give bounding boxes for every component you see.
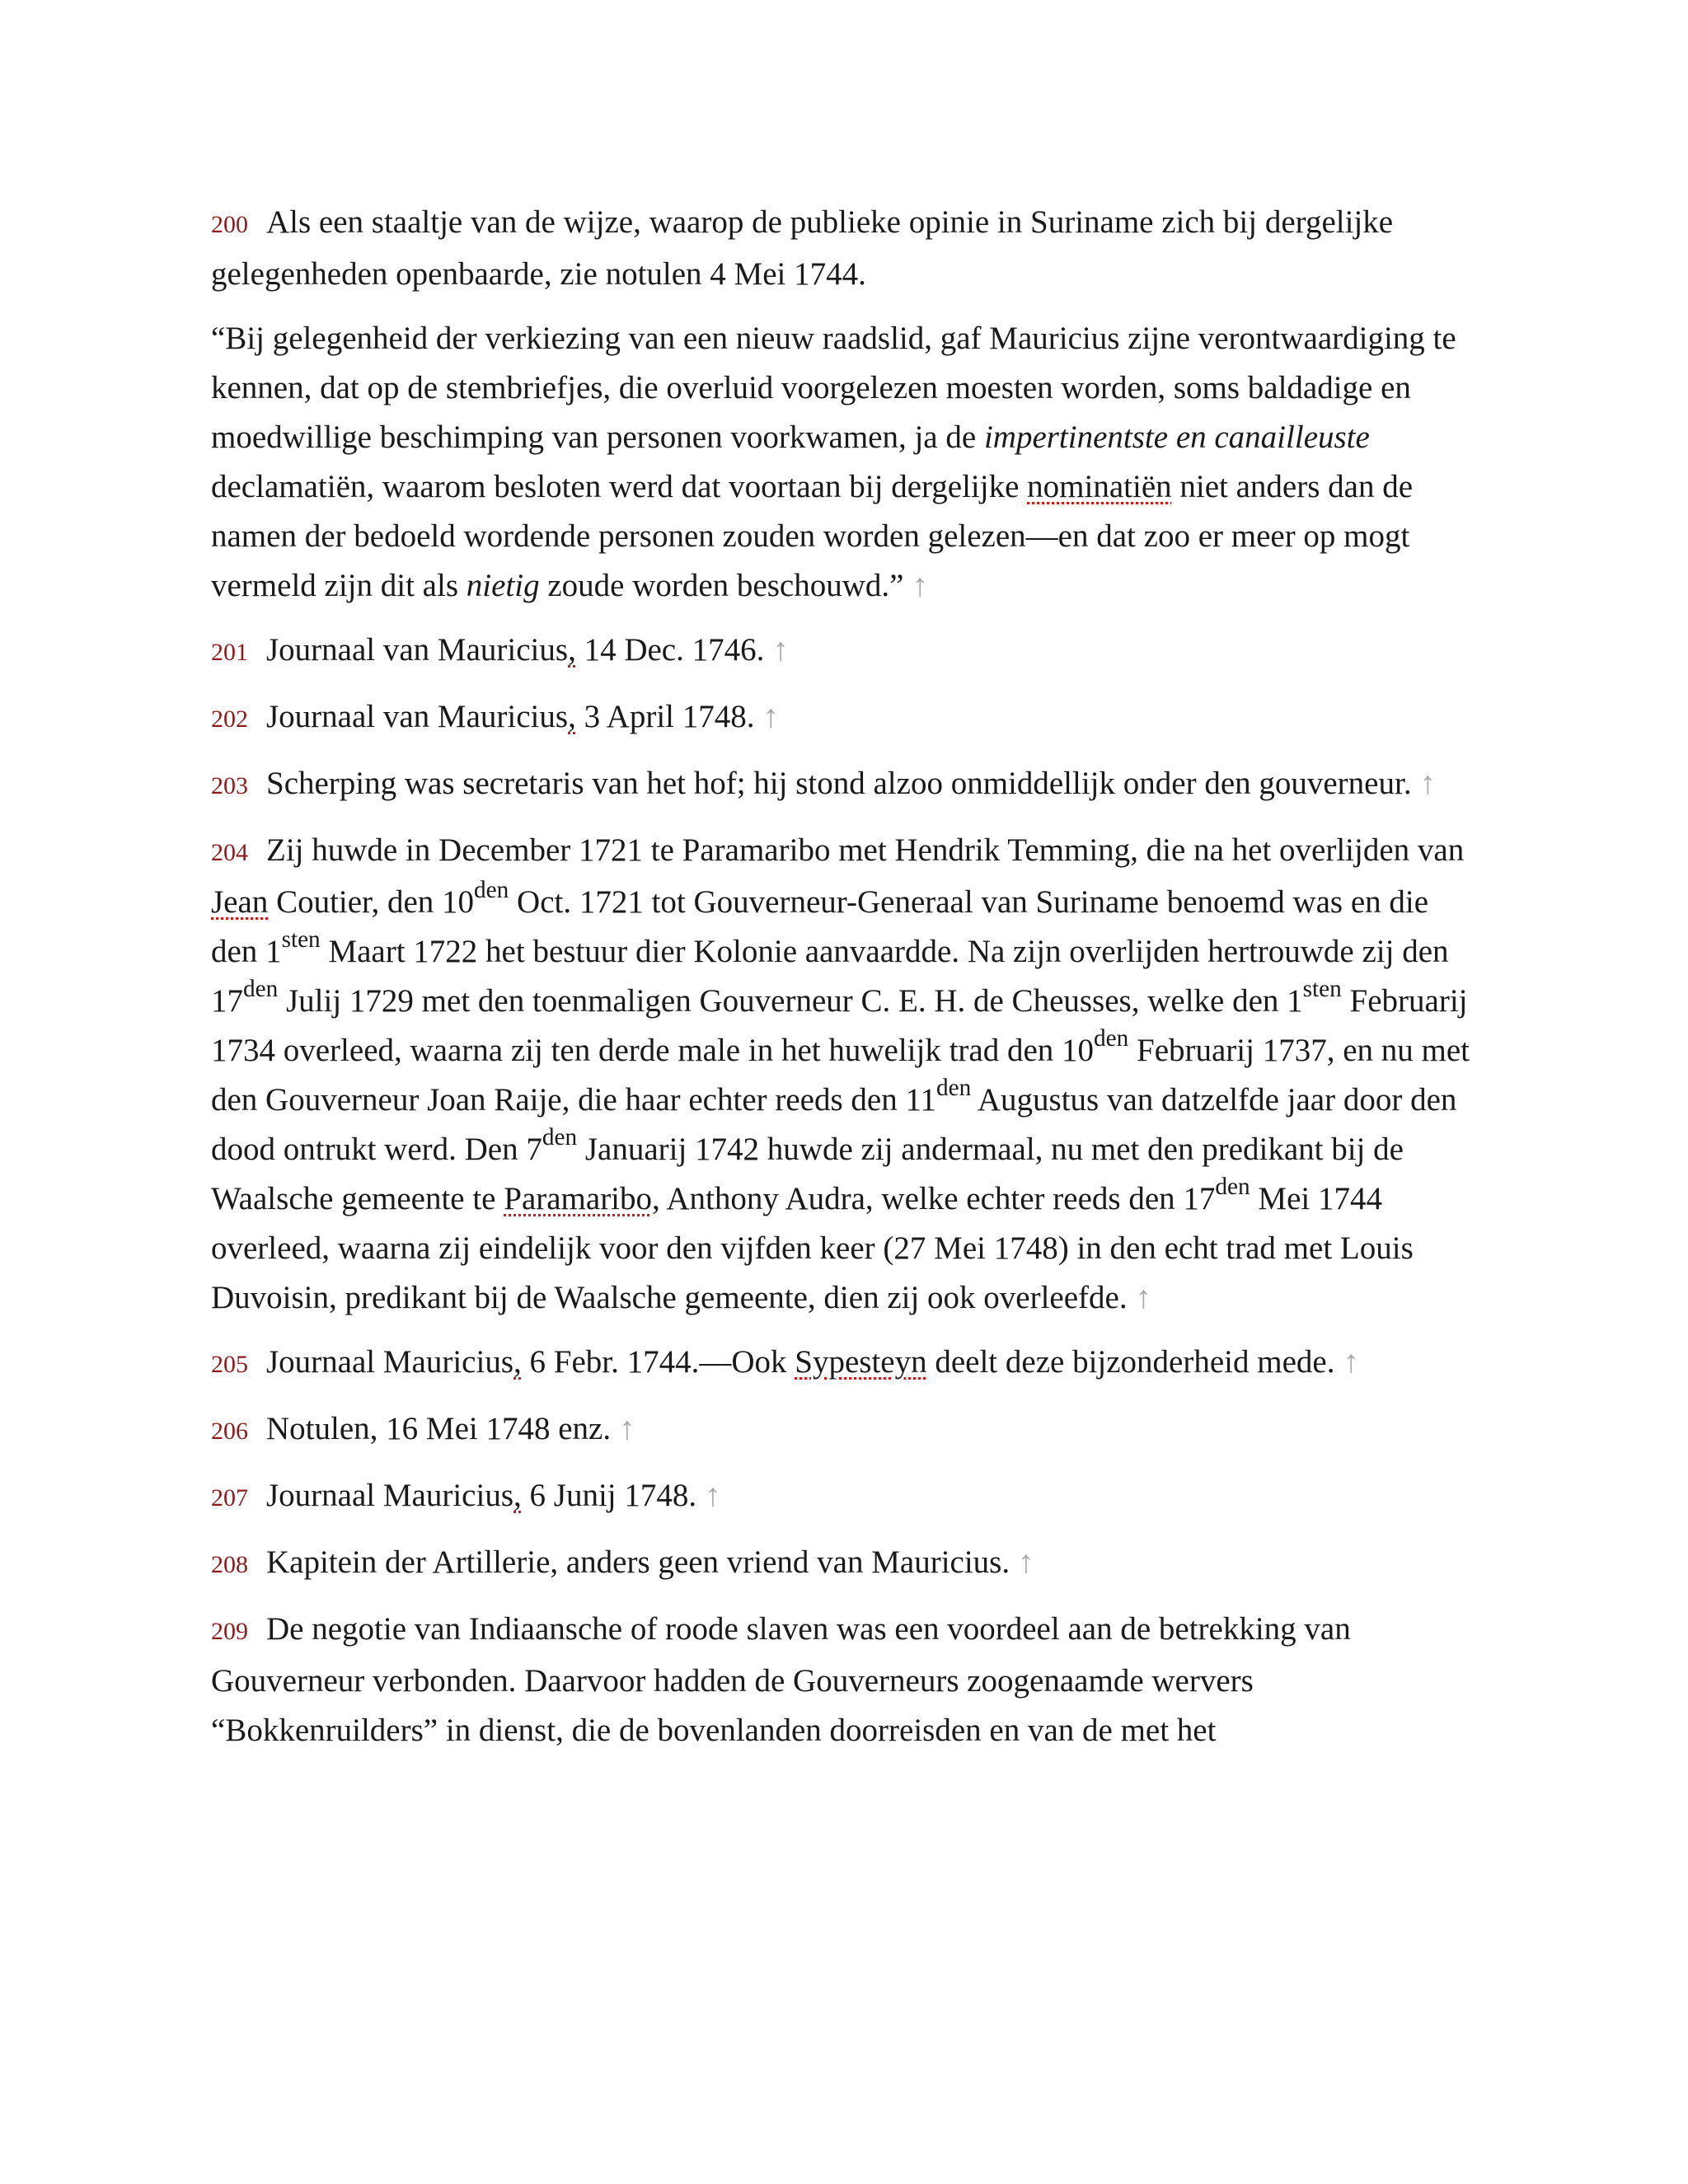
- footnote-text: Julij 1729 met den toenmaligen Gouverneur C. E. H. de Cheusses, welke den 1: [278, 983, 1303, 1019]
- back-arrow-icon[interactable]: ↑: [1135, 1280, 1152, 1315]
- footnote-204: [211, 826, 1480, 1323]
- footnote-208: [211, 1538, 1480, 1590]
- footnotes-page: [211, 198, 1480, 1770]
- footnote-text: 6 Junij 1748.: [521, 1478, 697, 1513]
- footnote-text: deelt deze bijzonderheid mede.: [926, 1344, 1335, 1380]
- ordinal-suffix: den: [1215, 1173, 1250, 1200]
- footnote-text: Journaal van Mauricius: [266, 632, 569, 668]
- quote-text: zoude worden beschouwd.”: [539, 568, 904, 603]
- footnote-text: 14 Dec. 1746.: [575, 632, 765, 668]
- spelling-flag: Sypesteyn: [795, 1344, 927, 1380]
- footnote-200: [211, 198, 1480, 299]
- footnote-text: De negotie van Indiaansche of roode slaven was een voordeel aan de betrekking van Gouverneur verbonden. Daarvoor hadden de Gouverneurs zoogenaamde wervers “Bokkenruilders” in dienst, die de bovenlanden doorreisden en van de met het: [211, 1611, 1351, 1748]
- quote-italic: impertinentste en canailleuste: [983, 419, 1370, 455]
- spelling-flag: ,: [513, 1478, 522, 1513]
- footnote-number: 209: [211, 1618, 248, 1645]
- footnote-text: Coutier, den 10: [268, 884, 475, 920]
- footnote-text: Januarij 1742 huwde zij andermaal, nu met den predikant bij de Waalsche gemeente te: [211, 1132, 1404, 1216]
- footnote-text: Oct. 1721 tot Gouverneur-Generaal van Suriname benoemd was en die den 1: [211, 884, 1429, 969]
- footnote-number: 205: [211, 1351, 248, 1378]
- footnote-text: Februarij 1734 overleed, waarna zij ten derde male in het huwelijk trad den 10: [211, 983, 1468, 1068]
- back-arrow-icon[interactable]: ↑: [705, 1478, 721, 1513]
- spelling-flag: nominatiën: [1027, 469, 1172, 504]
- footnote-text: Notulen, 16 Mei 1748 enz.: [266, 1411, 612, 1446]
- spelling-flag: Jean: [211, 884, 269, 920]
- footnote-number: 200: [211, 211, 248, 238]
- ordinal-suffix: den: [1094, 1024, 1129, 1052]
- quote-italic: nietig: [466, 568, 540, 603]
- footnote-207: [211, 1471, 1480, 1523]
- footnote-number: 207: [211, 1484, 248, 1511]
- footnote-number: 201: [211, 639, 248, 666]
- footnote-text: Kapitein der Artillerie, anders geen vriend van Mauricius.: [266, 1544, 1010, 1580]
- back-arrow-icon[interactable]: ↑: [912, 568, 928, 603]
- footnote-text: Als een staaltje van de wijze, waarop de publieke opinie in Suriname zich bij dergelijke gelegenheden openbaarde, zie notulen 4 Mei 1744.: [211, 204, 1394, 292]
- spelling-flag: Paramaribo: [504, 1181, 653, 1216]
- ordinal-suffix: sten: [1302, 975, 1342, 1002]
- footnote-number: 208: [211, 1551, 248, 1578]
- back-arrow-icon[interactable]: ↑: [1419, 766, 1437, 801]
- footnote-text: 3 April 1748.: [575, 699, 755, 734]
- footnote-text: Journaal Mauricius: [266, 1344, 514, 1380]
- spelling-flag: ,: [568, 632, 576, 668]
- quote-text: “Bij gelegenheid der verkiezing van een nieuw raadslid, gaf Mauricius zijne verontwaardiging te kennen, dat op de stembriefjes, die overluid voorgelezen moesten worden, soms baldadige en moedwillige beschimping van personen voorkwamen, ja de: [211, 321, 1456, 455]
- footnote-209: [211, 1605, 1480, 1755]
- back-arrow-icon[interactable]: ↑: [772, 632, 789, 668]
- footnote-text: Februarij 1737, en nu met den Gouverneur Joan Raije, die haar echter reeds den 11: [211, 1033, 1470, 1118]
- footnote-202: [211, 692, 1480, 744]
- footnote-text: Zij huwde in December 1721 te Paramaribo met Hendrik Temming, die na het overlijden van: [266, 832, 1465, 868]
- back-arrow-icon[interactable]: ↑: [619, 1411, 635, 1446]
- ordinal-suffix: den: [542, 1123, 578, 1151]
- ordinal-suffix: sten: [281, 926, 321, 953]
- quote-text: niet anders dan de namen der bedoeld wordende personen zouden worden gelezen—en dat zoo er meer op mogt vermeld zijn dit als: [211, 469, 1414, 603]
- footnote-206: [211, 1404, 1480, 1456]
- back-arrow-icon[interactable]: ↑: [762, 699, 779, 734]
- footnote-text: 6 Febr. 1744.—Ook: [521, 1344, 795, 1380]
- spelling-flag: ,: [568, 699, 576, 734]
- footnote-text: , Anthony Audra, welke echter reeds den 17: [652, 1181, 1216, 1216]
- footnote-number: 203: [211, 772, 248, 799]
- ordinal-suffix: den: [936, 1074, 972, 1101]
- footnote-text: Scherping was secretaris van het hof; hij stond alzoo onmiddellijk onder den gouverneur.: [266, 766, 1412, 801]
- footnote-text: Journaal Mauricius: [266, 1478, 514, 1513]
- footnote-text: Augustus van datzelfde jaar door den dood ontrukt werd. Den 7: [211, 1082, 1457, 1167]
- footnote-text: Maart 1722 het bestuur dier Kolonie aanvaardde. Na zijn overlijden hertrouwde zij den 17: [211, 934, 1449, 1019]
- footnote-203: [211, 759, 1480, 811]
- footnote-number: 202: [211, 705, 248, 733]
- back-arrow-icon[interactable]: ↑: [1343, 1344, 1359, 1380]
- spelling-flag: ,: [513, 1344, 522, 1380]
- quote-text: declamatiën, waarom besloten werd dat voortaan bij dergelijke: [211, 469, 1028, 504]
- footnote-text: Journaal van Mauricius: [266, 699, 569, 734]
- footnote-number: 206: [211, 1418, 248, 1445]
- footnote-200-quote: [211, 314, 1480, 611]
- ordinal-suffix: den: [243, 975, 279, 1002]
- footnote-205: [211, 1338, 1480, 1390]
- footnote-text: Mei 1744 overleed, waarna zij eindelijk voor den vijfden keer (27 Mei 1748) in den echt trad met Louis Duvoisin, predikant bij de Waalsche gemeente, dien zij ook overleefde.: [211, 1181, 1414, 1315]
- footnote-201: [211, 626, 1480, 677]
- ordinal-suffix: den: [474, 876, 509, 903]
- back-arrow-icon[interactable]: ↑: [1018, 1544, 1034, 1580]
- footnote-number: 204: [211, 839, 248, 866]
